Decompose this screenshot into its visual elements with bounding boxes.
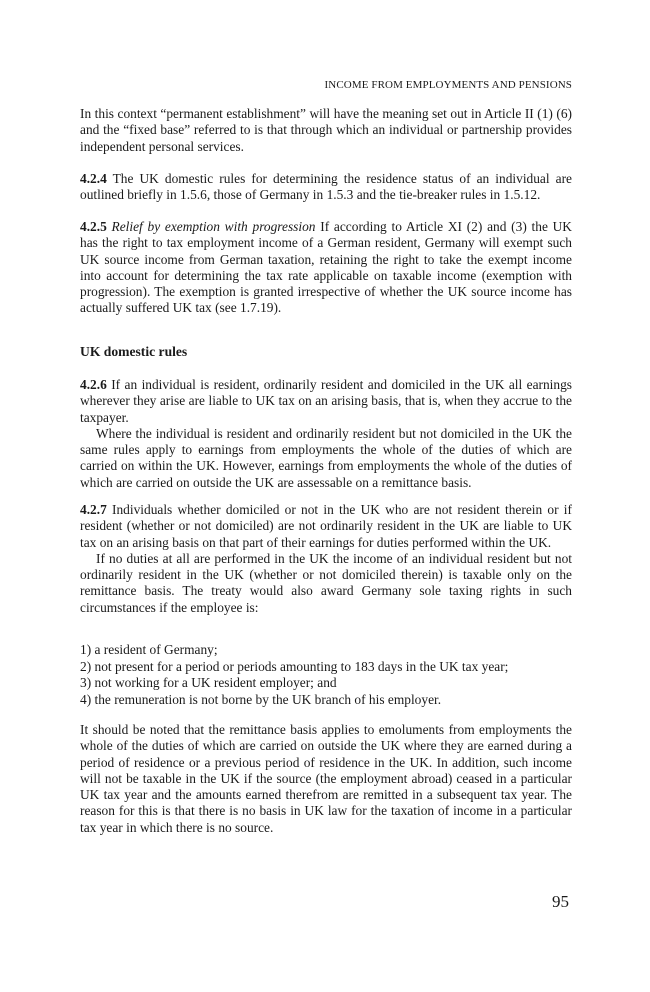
section-4-2-5 xyxy=(80,219,572,317)
list-item: 4) the remuneration is not borne by the UK branch of his employer. xyxy=(80,691,442,707)
section-number: 4.2.6 xyxy=(80,377,107,392)
section-heading: UK domestic rules xyxy=(80,344,188,359)
section-number: 4.2.5 xyxy=(80,219,107,234)
conditions-list xyxy=(80,642,572,708)
section-body: Individuals whether domiciled or not in the UK who are not resident therein or if resident (whether or not domiciled) are not ordinarily resident in the UK are liable to UK tax on an arising basis on that part of their earnings for duties performed within the UK. xyxy=(80,502,572,550)
section-4-2-6 xyxy=(80,377,572,491)
list-item: 2) not present for a period or periods amounting to 183 days in the UK tax year; xyxy=(80,658,509,674)
section-body: The UK domestic rules for determining the residence status of an individual are outlined briefly in 1.5.6, those of Germany in 1.5.3 and the tie-breaker rules in 1.5.12. xyxy=(80,171,572,203)
section-body: If an individual is resident, ordinarily resident and domiciled in the UK all earnings wherever they arise are liable to UK tax on an arising basis, that is, when they accrue to the taxpayer. xyxy=(80,377,572,425)
section-number: 4.2.4 xyxy=(80,171,107,186)
intro-text: In this context “permanent establishment” will have the meaning set out in Article II (1) (6) and the “fixed base” referred to is that through which an individual or partnership provides independent personal services. xyxy=(80,106,572,154)
section-4-2-7 xyxy=(80,502,572,616)
section-4-2-4 xyxy=(80,171,572,204)
section-4-2-6-text xyxy=(80,377,572,426)
intro-paragraph xyxy=(80,106,572,155)
section-body: If according to Article XI (2) and (3) the UK has the right to tax employment income of a German resident, Germany will exempt such UK source income from German taxation, retaining the right to take the exempt income into account for determining the tax rate applicable on taxable income (exemption with progression). The exemption is granted irrespective of whether the UK source income has actually suffered UK tax (see 1.7.19). xyxy=(80,219,572,316)
list-item: 3) not working for a UK resident employer; and xyxy=(80,675,337,690)
section-4-2-6-para2: Where the individual is resident and ordinarily resident but not domiciled in the UK the same rules apply to earnings from employments the whole of the duties of which are carried on within the UK. However, earnings from employments the whole of the duties of which are carried on outside the UK are assessable on a remittance basis. xyxy=(80,425,572,490)
section-4-2-7-para2: If no duties at all are performed in the UK the income of an individual resident but not ordinarily resident in the UK (whether or not domiciled therein) is taxable only on the remittance basis. The treaty would also award Germany sole taxing rights in such circumstances if the employee is: xyxy=(80,550,572,615)
running-head: INCOME FROM EMPLOYMENTS AND PENSIONS xyxy=(324,79,572,91)
list-item: 1) a resident of Germany; xyxy=(80,642,218,657)
section-4-2-5-text xyxy=(80,219,572,317)
section-4-2-4-text xyxy=(80,171,572,204)
section-4-2-7-text xyxy=(80,502,572,551)
section-title: Relief by exemption with progression xyxy=(106,219,316,234)
page-number: 95 xyxy=(552,892,569,911)
section-number: 4.2.7 xyxy=(80,502,107,517)
closing-text: It should be noted that the remittance basis applies to emoluments from employments the whole of the duties of which are carried on outside the UK where they are earned during a period of residence or a previous period of residence in the UK. In addition, such income will not be taxable in the UK if the source (the employment abroad) ceased in a particular UK tax year and the amounts earned therefrom are remitted in a subsequent tax year. The reason for this is that there is no basis in UK law for the taxation of income in a particular tax year in which there is no source. xyxy=(80,722,572,835)
closing-paragraph xyxy=(80,722,572,836)
